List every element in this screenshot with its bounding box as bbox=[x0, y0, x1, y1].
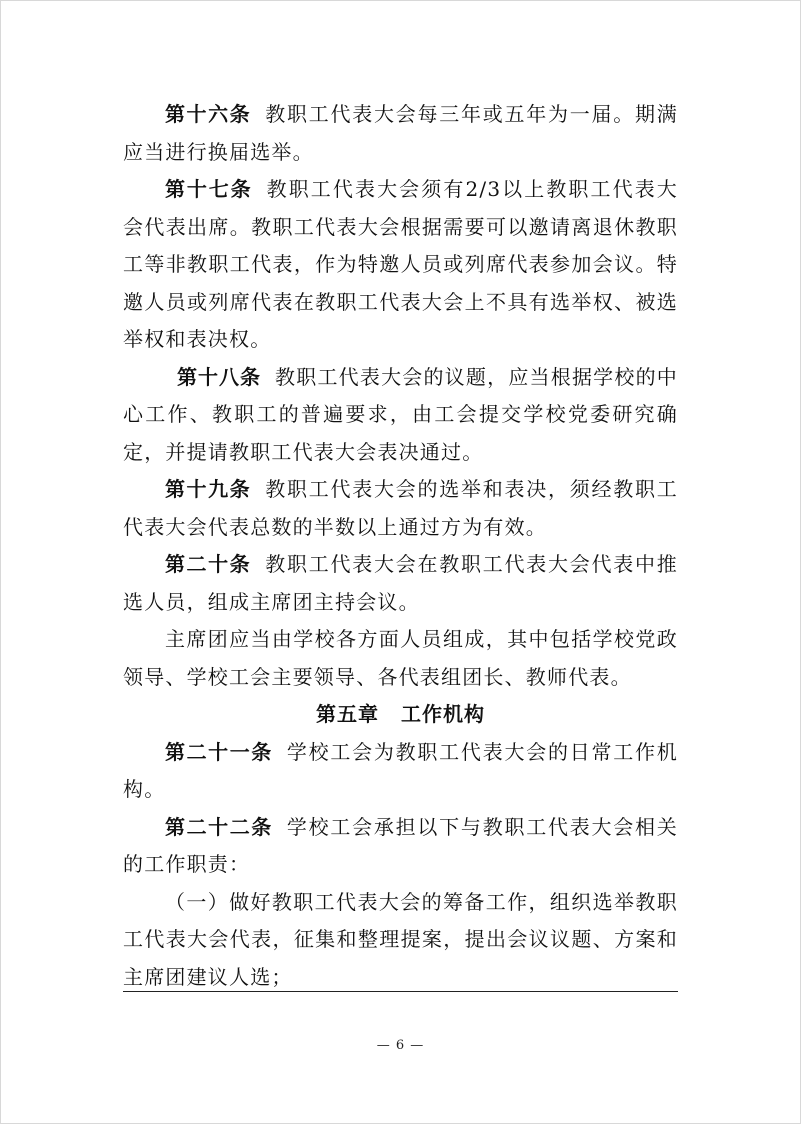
article-label: 第十七条 bbox=[165, 177, 253, 201]
article-label: 第十八条 bbox=[177, 364, 262, 389]
page-number: — 6 — bbox=[376, 1038, 425, 1053]
chapter-number: 第五章 bbox=[316, 702, 379, 726]
article-18 bbox=[123, 359, 678, 472]
article-16 bbox=[123, 96, 678, 171]
article-21 bbox=[123, 734, 678, 809]
page-body bbox=[123, 96, 678, 996]
presidium-paragraph: 主席团应当由学校各方面人员组成，其中包括学校党政领导、学校工会主要领导、各代表组团长、教师代表。 bbox=[123, 627, 678, 689]
article-text: 教职工代表大会须有2/3以上教职工代表大会代表出席。教职工代表大会根据需要可以邀请离退休教职工等非教职工代表，作为特邀人员或列席代表参加会议。特邀人员或列席代表在教职工代表大会上不具有选举权、被选举权和表决权。 bbox=[123, 177, 679, 351]
article-label: 第十九条 bbox=[165, 477, 252, 501]
article-17 bbox=[123, 171, 678, 359]
article-text: 教职工代表大会每三年或五年为一届。期满应当进行换届选举。 bbox=[123, 102, 678, 164]
article-label: 第二十一条 bbox=[165, 739, 273, 764]
article-20 bbox=[123, 546, 678, 621]
article-text: 教职工代表大会的议题，应当根据学校的中心工作、教职工的普遍要求，由工会提交学校党委研究确定，并提请教职工代表大会表决通过。 bbox=[123, 364, 678, 464]
article-text: 学校工会承担以下与教职工代表大会相关的工作职责： bbox=[123, 814, 679, 876]
article-text: 教职工代表大会在教职工代表大会代表中推选人员，组成主席团主持会议。 bbox=[123, 552, 678, 614]
article-text: 教职工代表大会的选举和表决，须经教职工代表大会代表总数的半数以上通过方为有效。 bbox=[123, 477, 678, 539]
chapter-title: 工作机构 bbox=[401, 702, 485, 726]
article-22 bbox=[123, 809, 678, 884]
article-label: 第二十二条 bbox=[165, 814, 273, 839]
chapter-heading bbox=[123, 696, 678, 734]
article-label: 第二十条 bbox=[165, 552, 252, 576]
list-item-1: （一）做好教职工代表大会的筹备工作，组织选举教职工代表大会代表，征集和整理提案，提出会议议题、方案和主席团建议人选； bbox=[123, 889, 678, 989]
footer-divider bbox=[123, 991, 678, 992]
article-19 bbox=[123, 471, 678, 546]
article-text: 学校工会为教职工代表大会的日常工作机构。 bbox=[123, 739, 679, 801]
article-label: 第十六条 bbox=[165, 102, 252, 126]
